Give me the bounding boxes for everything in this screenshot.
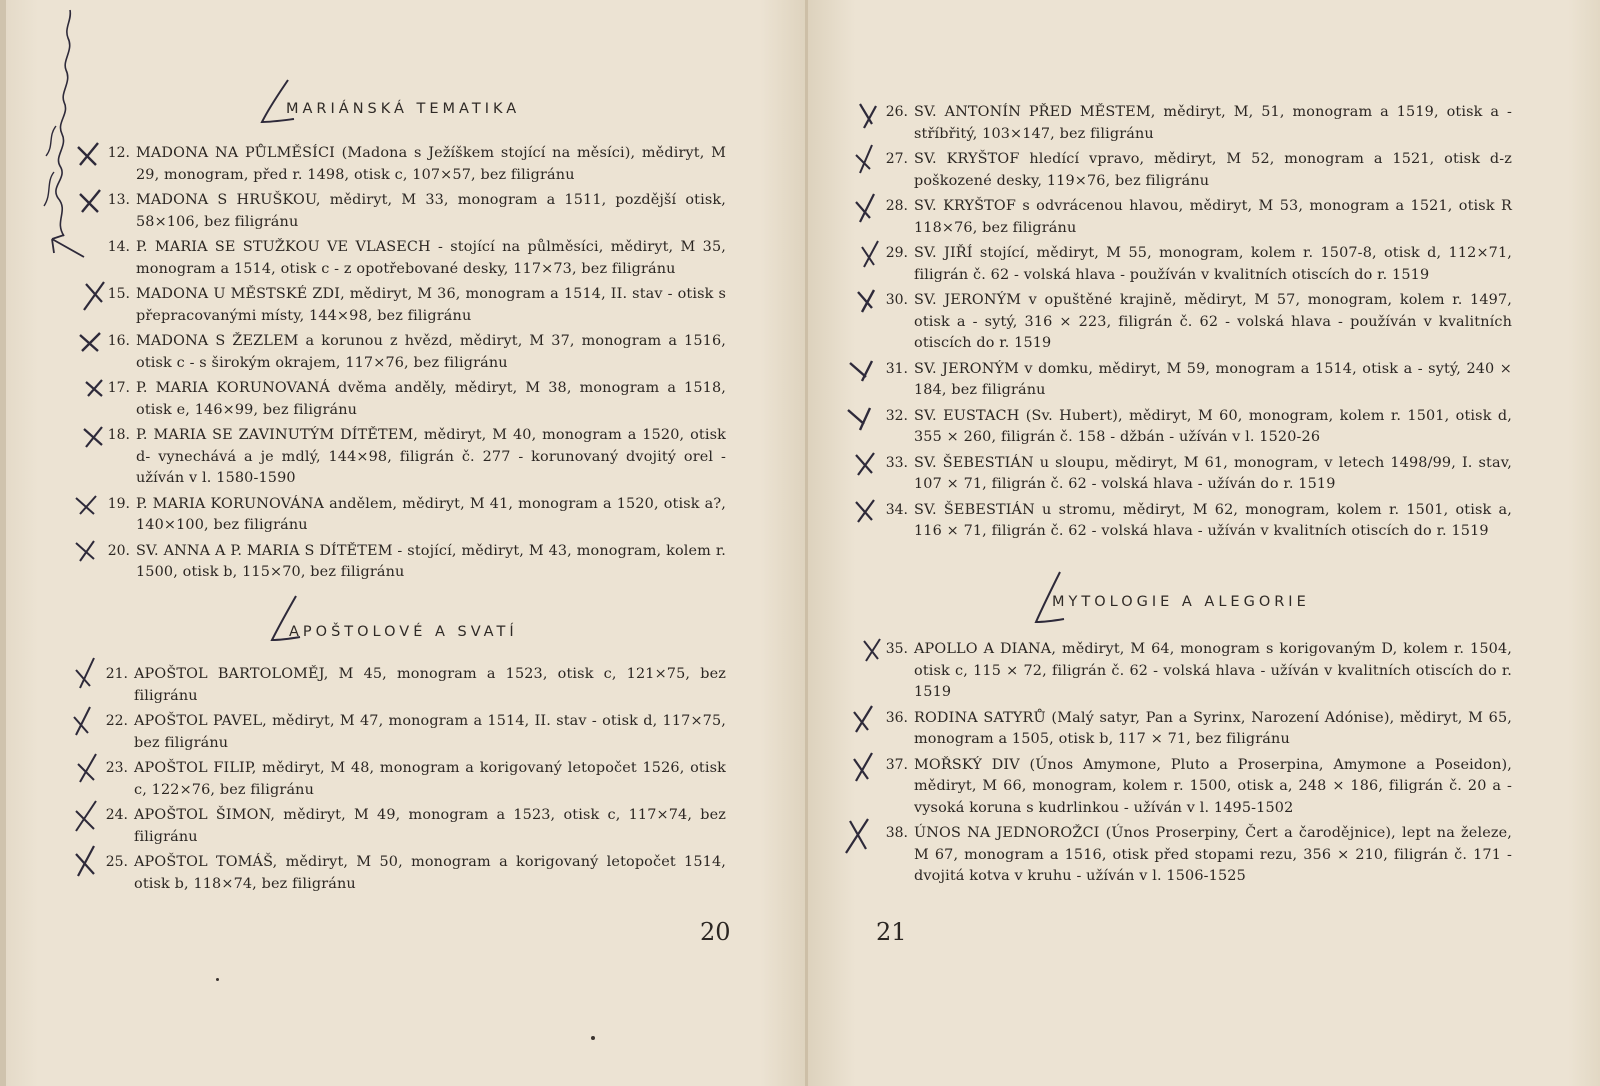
entry-number: 38. [885, 825, 908, 841]
list-item [874, 708, 1512, 751]
entry-number: 36. [885, 709, 908, 726]
entry-text: SV. EUSTACH (Sv. Hubert), mědiryt, M 60, monogram, kolem r. 1501, otisk d, 355 × 260, filigrán č. 158 - džbán - užíván v l. 1520-26 [914, 407, 1512, 445]
entry-text: MOŘSKÝ DIV (Únos Amymone, Pluto a Proserpina, Amymone a Poseidon), mědiryt, M 66, monogram, kolem r. 1500, otisk a, 248 × 186, filigrán č. 20 a - vysoká koruna s kudrlinkou - užíván v l. 1495-1502 [914, 756, 1512, 816]
handwritten-margin-note [24, 6, 84, 250]
entry-number: 31. [885, 360, 908, 377]
entry-number: 19. [107, 495, 130, 512]
list-item [96, 331, 726, 374]
entry-text: APOLLO A DIANA, mědiryt, M 64, monogram s korigovaným D, kolem r. 1504, otisk c, 115 × 72, filigrán č. 62 - volská hlava - užíván v kvalitních otiscích do r. 1519 [914, 641, 1512, 700]
entry-number: 21. [105, 666, 128, 682]
list-item [874, 453, 1512, 496]
list-item [874, 149, 1512, 192]
entry-text: MADONA S HRUŠKOU, mědiryt, M 33, monogram a 1511, pozdější otisk, 58×106, bez filigránu [136, 192, 726, 230]
section-title-marian: MARIÁNSKÁ TEMATIKA [286, 101, 521, 117]
list-item [94, 852, 726, 895]
entry-number: 27. [885, 151, 908, 167]
entry-number: 26. [885, 104, 908, 120]
checkmark-icon [848, 357, 876, 383]
entry-number: 34. [885, 501, 908, 518]
entry-text: SV. JERONÝM v opuštěné krajině, mědiryt, M 57, monogram, kolem r. 1497, otisk a - sytý, 316 × 223, filigrán č. 62 - volská hlava - používán v kvalitních otiscích do r. 1519 [914, 292, 1512, 351]
list-item [96, 190, 726, 233]
page-number-left: 20 [700, 918, 731, 946]
entry-number: 32. [885, 407, 908, 424]
entry-text: MADONA S ŽEZLEM a korunou z hvězd, mědiryt, M 37, monogram a 1516, otisk c - s širokým okrajem, 117×76, bez filigránu [136, 333, 726, 371]
section-title-mythology: MYTOLOGIE A ALEGORIE [1052, 594, 1310, 610]
entry-text: APOŠTOL PAVEL, mědiryt, M 47, monogram a 1514, II. stav - otisk d, 117×75, bez filigránu [134, 713, 726, 751]
entry-number: 14. [107, 239, 130, 255]
list-item [874, 102, 1512, 145]
entry-number: 29. [885, 245, 908, 261]
entry-number: 15. [107, 286, 130, 302]
list-item [874, 755, 1512, 820]
entry-number: 35. [885, 641, 908, 657]
entry-number: 17. [107, 380, 130, 396]
entry-text: ÚNOS NA JEDNOROŽCI (Únos Proserpiny, Čert a čarodějnice), lept na železe, M 67, monogram a 1516, otisk před stopami rezu, 356 × 210, filigrán č. 171 - dvojitá kotva v kruhu - užíván v l. 1506-1525 [914, 825, 1512, 884]
checkmark-icon [842, 815, 872, 855]
entry-number: 23. [105, 760, 128, 776]
list-item [96, 425, 726, 490]
list-item [874, 823, 1512, 888]
checkmark-icon [70, 705, 96, 737]
checkmark-icon [850, 704, 876, 734]
list-item [874, 243, 1512, 286]
entry-text: P. MARIA SE ZAVINUTÝM DÍTĚTEM, mědiryt, M 40, monogram a 1520, otisk d- vynechává a je mdlý, 144×98, filigrán č. 277 - korunovaný dvojitý orel - užíván v l. 1580-1590 [136, 427, 726, 486]
entry-text: SV. ANNA A P. MARIA S DÍTĚTEM - stojící, mědiryt, M 43, monogram, kolem r. 1500, otisk b, 115×70, bez filigránu [136, 542, 726, 580]
list-item [96, 541, 726, 584]
list-item [874, 639, 1512, 704]
entry-number: 30. [885, 292, 908, 308]
list-item [874, 406, 1512, 449]
entry-number: 18. [107, 427, 130, 443]
entries-saints-continued [874, 102, 1512, 547]
list-item [874, 290, 1512, 355]
entry-text: SV. ANTONÍN PŘED MĚSTEM, mědiryt, M, 51, monogram a 1519, otisk a - stříbřitý, 103×147, bez filigránu [914, 104, 1512, 142]
entry-text: P. MARIA KORUNOVÁNA andělem, mědiryt, M 41, monogram a 1520, otisk a?, 140×100, bez filigránu [136, 495, 726, 533]
list-item [96, 494, 726, 537]
entry-number: 12. [107, 145, 130, 161]
arrow-mark-icon [48, 231, 88, 261]
entries-mythology [874, 639, 1512, 892]
entry-number: 37. [885, 756, 908, 773]
entry-number: 13. [107, 192, 130, 208]
section-title-apostles: APOŠTOLOVÉ A SVATÍ [289, 624, 518, 640]
entry-number: 16. [107, 333, 130, 349]
entry-number: 33. [885, 454, 908, 471]
list-item [96, 237, 726, 280]
entry-number: 20. [107, 542, 130, 559]
entry-number: 25. [105, 854, 128, 870]
page-number-right: 21 [876, 918, 907, 946]
entry-text: SV. JERONÝM v domku, mědiryt, M 59, monogram a 1514, otisk a - sytý, 240 × 184, bez filigránu [914, 360, 1512, 398]
checkmark-icon [850, 751, 876, 783]
entry-text: APOŠTOL BARTOLOMĚJ, M 45, monogram a 1523, otisk c, 121×75, bez filigránu [134, 666, 726, 704]
entry-text: MADONA NA PŮLMĚSÍCI (Madona s Ježíškem stojící na měsíci), mědiryt, M 29, monogram, před r. 1498, otisk c, 107×57, bez filigránu [136, 145, 726, 183]
entries-marian [96, 143, 726, 588]
list-item [94, 758, 726, 801]
checkmark-icon [846, 404, 876, 432]
entry-text: SV. JIŘÍ stojící, mědiryt, M 55, monogram, kolem r. 1507-8, otisk d, 112×71, filigrán č. 62 - volská hlava - používán v kvalitních otiscích do r. 1519 [914, 245, 1512, 283]
list-item [96, 284, 726, 327]
list-item [94, 805, 726, 848]
entry-text: SV. KRYŠTOF s odvrácenou hlavou, mědiryt, M 53, monogram a 1521, otisk R 118×76, bez filigránu [914, 198, 1512, 236]
entry-number: 22. [105, 713, 128, 729]
entry-text: P. MARIA KORUNOVANÁ dvěma anděly, mědiryt, M 38, monogram a 1518, otisk e, 146×99, bez filigránu [136, 380, 726, 418]
entry-text: RODINA SATYRŮ (Malý satyr, Pan a Syrinx, Narození Adónise), mědiryt, M 65, monogram a 1505, otisk b, 117 × 71, bez filigránu [914, 709, 1512, 747]
entry-text: SV. ŠEBESTIÁN u stromu, mědiryt, M 62, monogram, kolem r. 1501, otisk a, 116 × 71, filigrán č. 62 - volská hlava - užíván v kvalitních otiscích do r. 1519 [914, 501, 1512, 539]
entry-text: APOŠTOL TOMÁŠ, mědiryt, M 50, monogram a korigovaný letopočet 1514, otisk b, 118×74, bez filigránu [134, 854, 726, 892]
paper-speck [216, 978, 219, 981]
list-item [94, 664, 726, 707]
entry-number: 24. [105, 807, 128, 823]
paper-speck [591, 1036, 595, 1040]
entry-text: SV. ŠEBESTIÁN u sloupu, mědiryt, M 61, monogram, v letech 1498/99, I. stav, 107 × 71, filigrán č. 62 - volská hlava - užíván do r. 1519 [914, 454, 1512, 492]
entry-text: SV. KRYŠTOF hledící vpravo, mědiryt, M 52, monogram a 1521, otisk d-z poškozené desky, 119×76, bez filigránu [914, 151, 1512, 189]
entries-apostles [94, 664, 726, 899]
entry-text: APOŠTOL FILIP, mědiryt, M 48, monogram a korigovaný letopočet 1526, otisk c, 122×76, bez filigránu [134, 760, 726, 798]
entry-text: MADONA U MĚSTSKÉ ZDI, mědiryt, M 36, monogram a 1514, II. stav - otisk s přepracovanými místy, 144×98, bez filigránu [136, 286, 726, 324]
list-item [96, 378, 726, 421]
list-item [96, 143, 726, 186]
entry-text: APOŠTOL ŠIMON, mědiryt, M 49, monogram a 1523, otisk c, 117×74, bez filigránu [134, 807, 726, 845]
list-item [874, 500, 1512, 543]
entry-number: 28. [885, 198, 908, 214]
list-item [874, 359, 1512, 402]
entry-text: P. MARIA SE STUŽKOU VE VLASECH - stojící na půlměsíci, mědiryt, M 35, monogram a 1514, otisk c - z opotřebované desky, 117×73, bez filigránu [136, 239, 726, 277]
right-page [808, 0, 1600, 1086]
list-item [94, 711, 726, 754]
list-item [874, 196, 1512, 239]
